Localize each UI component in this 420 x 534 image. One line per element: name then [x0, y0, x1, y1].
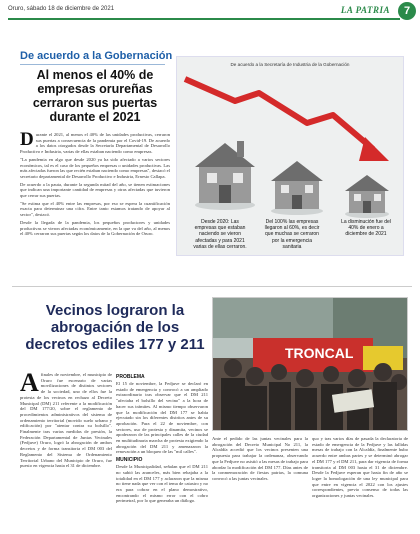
newspaper-brand: LA PATRIA [340, 5, 390, 15]
protest-photo-art [213, 298, 408, 431]
caption-2020: Desde 2020: Las empresas que estaban naciendo se vieron afectadas y para 2021 varias de ellas cerraron. [193, 219, 247, 250]
factory-icon [345, 175, 389, 213]
drop-cap: A [20, 372, 39, 397]
infographic [176, 56, 404, 256]
story1-kicker: De acuerdo a la Gobernación [20, 50, 173, 62]
story1-paragraph: Desde la llegada de la pandemia, los pequeños productores y unidades productivas se vieron afectadas económicamente, en la que va del año, al menos el 40% cerraron sus puertas según los datos de la Gobernación de Oruro. [20, 219, 170, 237]
banner-text: TRONCAL [285, 345, 354, 361]
caption-60: Del 100% las empresas llegaron al 60%, es decir que muchas se cerraron por la emergencia sanitaria [264, 219, 320, 250]
story1-paragraph: "La pandemia en algo que desde 2020 ya ha sido afectado a varios sectores económicos, tal es el caso de los pequeños empresas o unidades productivas. Las más afectadas fueron las que recién estaban naciendo como empresas", destacó el secretario departamental de Desarrollo Productivo e Industria, Ernesto Callapa. [20, 156, 170, 179]
story2-column-1: Afinales de noviembre, el municipio de Oruro fue escenario de varias movilizaciones de distintos sectores de la sociedad, uno de ellos fue la protesta de los vecinos en rechazo al Decreto Municipal (DM) 211 referente a la modificación del DM 177/20, sobre el reglamento de procedimientos administrativos del sistema de ordenamiento territorial (movido suelo urbano y edificación) por "atentar contra su bolsillo". Finalmente tras varias medidas de presión, la Federación Departamental de Juntas Vecinales (Fedjuve) Oruro, logró la abrogación de ambos decretos y de forma transitoria el DM 003 del Reglamento del Sistema de Ordenamiento Territorial Urbano del Municipio de Oruro, fue puesto en vigencia hasta el 31 de diciembre. [20, 372, 112, 469]
story2-column-4: quo y tras varios días de pasada la declaratoria de estado de emergencia de la Fedjuve y las fallidas mesas de trabajo con la Alcaldía, finalmente hubo acuerdo entre ambas partes y se determinó abrogar el DM 177 y el DM 211, para dar vigencia de forma transitoria al DM 003 hasta el 31 de diciembre. Desde la Fedjuve esperan que hasta fin de año se logre la homologación de una ley municipal para que entre en vigencia el 2022 con los ajustes correspondientes, previo consenso de todas las organizaciones y juntas vecinales. [312, 436, 408, 499]
story1-paragraph: De acuerdo a la pauta, durante la segunda mitad del año, se tienen estimaciones que indican una importante cantidad de empresas y otras afectadas que tuvieron que cerrar sus puertas. [20, 181, 170, 199]
story1-headline: Al menos el 40% de empresas orureñas cerraron sus puertas durante el 2021 [32, 68, 158, 124]
decline-arrow [185, 79, 373, 149]
page-number-badge: 7 [398, 2, 416, 20]
page-header [0, 0, 420, 28]
infographic-title: De acuerdo a la Secretaría de Industria de la Gobernación [230, 62, 350, 67]
story1-body [20, 132, 170, 280]
factory-icon [271, 161, 323, 209]
drop-cap: D [20, 132, 34, 150]
section-divider [12, 286, 412, 287]
subhead-problema: PROBLEMA [116, 374, 145, 380]
factory-icon [195, 141, 255, 203]
kicker-underline [20, 64, 165, 65]
subhead-municipio: MUNICIPIO [116, 457, 143, 464]
caption-40: La disminución fue del 40% de enero a diciembre de 2021 [341, 219, 391, 238]
story2-column-3: Ante el pedido de las juntas vecinales para la abrogación del Decreto Municipal No 211, la Alcaldía accedió que los vecinos presenten una propuesta para trabajar la ordenanza, observando que la Fedjuve no asistió a las mesas de trabajo para abordar la modificación del DM 177. Días antes de la conmemoración de fiestas patrias, la comuna convocó a las juntas vecinales. [212, 436, 308, 481]
header-rule [8, 18, 400, 20]
story1-paragraph: "Se estima que el 40% entre las empresas, por eso se espera la cuantificación exacta para determinar una cifra. Entre tanto estamos tratando de apoyar al sector", destacó. [20, 200, 170, 218]
story2-column-2: PROBLEMA El 15 de noviembre, la Fedjuve se declaró en estado de emergencia y convocó a un ampliado extraordinario tras observar que el DM 211 "afectaba el bolsillo del vecino" a la hora de hacer sus trámites. Al mismo tiempo observaron que la modificación del DM 177 se había ejecutado sin los diferentes distritos antes de su aprobación. Para el 22 de noviembre, con sectores, uso de protesta y dinamita, vecinos se apoderaron de las principales calles de la ciudad en multitudinaria marcha de protesta exigiendo la abrogación del DM 211 y amenazaron la renovación a un bloqueo de las "mil calles". MUNICIPIO Desde la Municipalidad, señalan que el DM 211 no subió las aranceles, más bien rebajaba a la totalidad en el DM 177 y aclararon que la misma no tiene nada que ver con el tema de catastro y no era para cobrar en el plano demostrativo, encontrando el mismo error con el cobro perimetral, por lo que generaba un diálogo. [116, 374, 208, 504]
protest-photo [212, 297, 408, 431]
story2-headline: Vecinos lograron la abrogación de los decretos ediles 177 y 211 [25, 302, 205, 353]
issue-date: Oruro, sábado 18 de diciembre de 2021 [8, 6, 115, 12]
story1-paragraph: Durante el 2021, al menos el 40% de las unidades productivas, cerraron sus puertas a consecuencia de la pandemia por el Covid-19. De acuerdo a los datos otorgados desde la Secretaría Departamental de Desarrollo Productivo e Industria, varias de ellas estaban naciendo como empresas. [20, 132, 170, 155]
